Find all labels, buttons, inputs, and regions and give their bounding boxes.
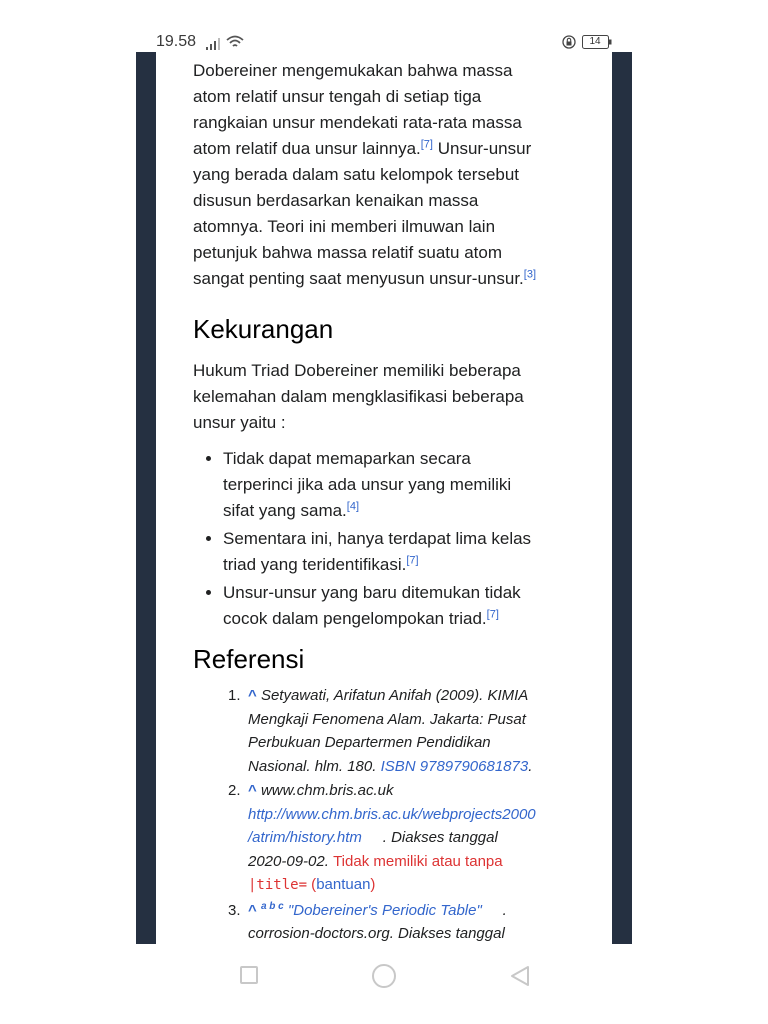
reference-number: 3. — [228, 901, 241, 919]
reference-text: . Diakses tanggal — [382, 829, 498, 846]
intro-line: atom relatif dua unsur lainnya. — [193, 139, 421, 158]
lead-line: kelemahan dalam mengklasifikasi beberapa — [193, 387, 524, 406]
lock-icon — [562, 35, 576, 49]
citation-link[interactable]: [7] — [420, 138, 433, 151]
reference-text: corrosion-doctors.org. Diakses tanggal — [248, 925, 505, 942]
article-content[interactable] — [156, 52, 612, 944]
list-item — [223, 526, 553, 578]
battery-level: 14 — [589, 36, 601, 47]
isbn-link[interactable]: ISBN 9789790681873 — [380, 757, 529, 775]
reference-item — [228, 684, 553, 778]
citation-link[interactable]: [7] — [406, 554, 419, 567]
lead-line: unsur yaitu : — [193, 413, 286, 432]
backlink-caret[interactable]: ^ — [248, 782, 257, 799]
backlink-caret[interactable]: ^ — [248, 901, 257, 919]
intro-line: petunjuk bahwa massa relatif suatu atom — [193, 243, 503, 262]
intro-line: Unsur-unsur — [432, 139, 532, 158]
bullet-line: sifat yang sama. — [223, 501, 347, 520]
kekurangan-lead — [193, 358, 543, 436]
list-item — [223, 446, 553, 524]
citation-error: Tidak memiliki atau tanpa — [333, 852, 503, 870]
reference-item — [228, 779, 553, 898]
reference-text: . — [502, 901, 507, 919]
intro-paragraph — [193, 58, 543, 292]
citation-link[interactable]: [4] — [346, 500, 360, 513]
bullet-line: Tidak dapat memaparkan secara — [223, 449, 471, 468]
reference-text: Setyawati, Arifatun Anifah (2009). KIMIA — [260, 687, 529, 704]
intro-line: rangkaian unsur mendekati rata-rata massa — [193, 113, 522, 132]
section-heading-referensi: Referensi — [193, 644, 305, 674]
help-link[interactable]: bantuan — [316, 876, 371, 893]
reference-text: . — [528, 757, 533, 775]
lead-line: Hukum Triad Dobereiner memiliki beberapa — [193, 361, 521, 380]
citation-link[interactable]: [3] — [523, 268, 537, 281]
reference-text: Nasional. hlm. 180. — [248, 757, 381, 775]
backlink-letters[interactable]: a b c — [260, 900, 284, 912]
intro-line: Dobereiner mengemukakan bahwa massa — [193, 61, 513, 80]
bullet-line: cocok dalam pengelompokan triad. — [223, 609, 487, 628]
backlink-caret[interactable]: ^ — [248, 687, 257, 704]
reference-text: 2020-09-02. — [248, 852, 334, 870]
reference-text: Mengkaji Fenomena Alam. Jakarta: Pusat — [248, 710, 526, 728]
bullet-line: Unsur-unsur yang baru ditemukan tidak — [223, 583, 521, 602]
citation-error: ) — [370, 876, 376, 893]
reference-item — [228, 899, 553, 945]
kekurangan-list — [193, 446, 553, 634]
external-url-link[interactable]: /atrim/history.htm — [248, 829, 362, 846]
section-heading-kekurangan: Kekurangan — [193, 314, 334, 344]
citation-link[interactable]: [7] — [486, 608, 499, 621]
intro-line: atom relatif unsur tengah di setiap tiga — [193, 87, 482, 106]
reference-title-link[interactable]: "Dobereiner's Periodic Table" — [287, 901, 482, 919]
home-button[interactable] — [372, 964, 396, 988]
bullet-line: Sementara ini, hanya terdapat lima kelas — [223, 529, 532, 548]
reference-number: 2. — [228, 782, 241, 799]
bullet-line: terperinci jika ada unsur yang memiliki — [223, 475, 512, 494]
frame-left — [136, 52, 156, 944]
wifi-icon — [226, 34, 244, 50]
intro-line: yang berada dalam satu kelompok tersebut — [193, 165, 520, 184]
frame-right — [612, 52, 632, 944]
back-button[interactable] — [508, 964, 532, 988]
reference-text: Perbukuan Departermen Pendidikan — [248, 734, 491, 751]
intro-line: disusun berdasarkan kenaikan massa — [193, 191, 479, 210]
reference-list — [228, 684, 553, 944]
signal-icon — [206, 38, 220, 50]
recents-button[interactable] — [240, 966, 258, 984]
list-item — [223, 580, 553, 632]
external-url-link[interactable]: http://www.chm.bris.ac.uk/webprojects2000 — [248, 805, 536, 823]
intro-line: atomnya. Teori ini memberi ilmuwan lain — [193, 217, 496, 236]
reference-text: www.chm.bris.ac.uk — [260, 782, 394, 799]
bullet-line: triad yang teridentifikasi. — [223, 555, 407, 574]
intro-line: sangat penting saat menyusun unsur-unsur. — [193, 269, 524, 288]
citation-error-code: |title= — [248, 877, 308, 893]
reference-number: 1. — [228, 687, 241, 704]
status-time: 19.58 — [156, 33, 197, 50]
citation-error: ( — [307, 876, 317, 893]
